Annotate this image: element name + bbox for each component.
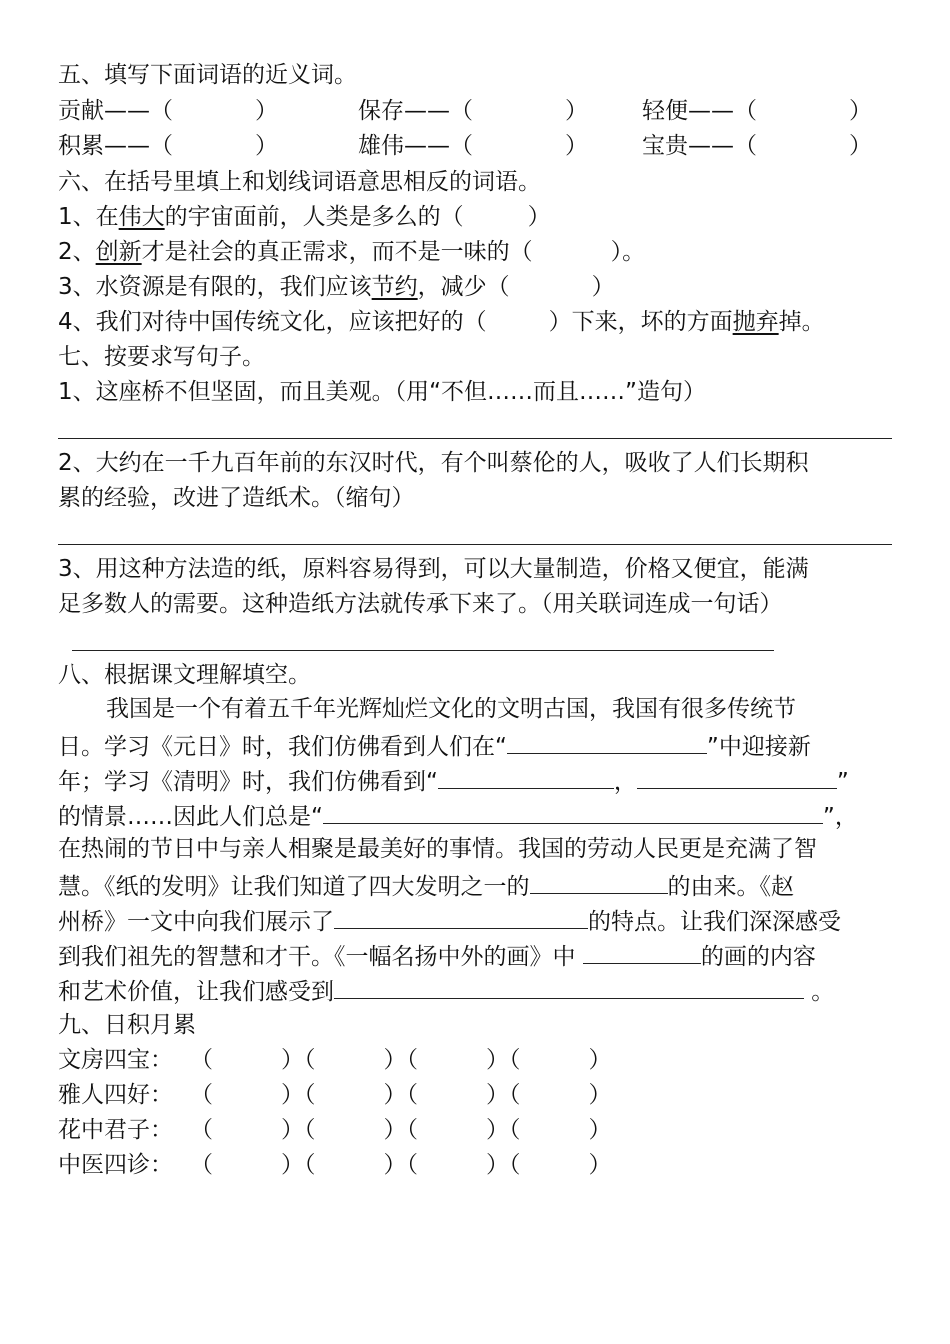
answer-line[interactable] [58,544,892,545]
synonym-item: 积累——（ ） [58,133,278,159]
sentence-task-3-line2: 足多数人的需要。这种造纸方法就传承下来了。（用关联词连成一句话） [58,591,783,617]
paren-group[interactable]: （ ）（ ）（ ）（ ） [190,1152,612,1178]
antonym-question-1: 1、在伟大的宇宙面前，人类是多么的（ ） [58,204,551,230]
section-7-heading: 七、按要求写句子。 [58,344,265,370]
idiom-row: 雅人四好： [58,1082,173,1108]
antonym-question-3: 3、水资源是有限的，我们应该节约，减少（ ） [58,274,615,300]
passage-line-8: 到我们祖先的智慧和才干。《一幅名扬中外的画》中 的画的内容 [58,939,816,971]
paren-group[interactable]: （ ）（ ）（ ）（ ） [190,1082,612,1108]
fill-blank[interactable] [334,904,588,929]
fill-blank[interactable] [583,939,701,964]
passage-line-4: 的情景……因此人们总是“ ”， [58,799,858,831]
idiom-row: 中医四诊： [58,1152,173,1178]
passage-line-7: 州桥》一文中向我们展示了 的特点。让我们深深感受 [58,904,841,936]
fill-blank[interactable] [438,764,614,789]
fill-blank[interactable] [507,729,707,754]
sentence-task-2-line1: 2、大约在一千九百年前的东汉时代，有个叫蔡伦的人，吸收了人们长期积 [58,450,809,476]
passage-line-2: 日。学习《元日》时，我们仿佛看到人们在“ ”中迎接新 [58,729,811,761]
answer-line[interactable] [58,438,892,439]
fill-blank[interactable] [334,974,804,999]
underlined-word: 节约 [371,274,418,300]
underlined-word: 创新 [95,239,142,265]
fill-blank[interactable] [530,869,668,894]
passage-line-5: 在热闹的节日中与亲人相聚是最美好的事情。我国的劳动人民更是充满了智 [58,836,817,862]
idiom-row: 文房四宝： [58,1047,173,1073]
sentence-task-1: 1、这座桥不但坚固，而且美观。（用“不但……而且……”造句） [58,379,706,405]
synonym-item: 贡献——（ ） [58,98,278,124]
section-9-heading: 九、日积月累 [58,1012,196,1038]
fill-blank[interactable] [323,799,823,824]
underlined-word: 抛弃 [732,309,779,335]
fill-blank[interactable] [637,764,837,789]
section-5-heading: 五、填写下面词语的近义词。 [58,62,357,88]
antonym-question-2: 2、创新才是社会的真正需求，而不是一味的（ ）。 [58,239,646,265]
passage-line-6: 慧。《纸的发明》让我们知道了四大发明之一的 的由来。《赵 [58,869,794,901]
idiom-row: 花中君子： [58,1117,173,1143]
paren-group[interactable]: （ ）（ ）（ ）（ ） [190,1047,612,1073]
paren-group[interactable]: （ ）（ ）（ ）（ ） [190,1117,612,1143]
passage-line-1: 我国是一个有着五千年光辉灿烂文化的文明古国，我国有很多传统节 [106,696,796,722]
passage-line-3: 年；学习《清明》时，我们仿佛看到“ ， ” [58,764,849,796]
synonym-item: 宝贵——（ ） [642,133,872,159]
synonym-item: 雄伟——（ ） [358,133,588,159]
synonym-item: 保存——（ ） [358,98,588,124]
section-8-heading: 八、根据课文理解填空。 [58,662,311,688]
underlined-word: 伟大 [118,204,165,230]
answer-line[interactable] [72,650,774,651]
passage-line-9: 和艺术价值，让我们感受到 。 [58,974,834,1006]
section-6-heading: 六、在括号里填上和划线词语意思相反的词语。 [58,169,541,195]
antonym-question-4: 4、我们对待中国传统文化，应该把好的（ ）下来，坏的方面抛弃掉。 [58,309,825,335]
sentence-task-2-line2: 累的经验，改进了造纸术。（缩句） [58,485,415,511]
sentence-task-3-line1: 3、用这种方法造的纸，原料容易得到，可以大量制造，价格又便宜，能满 [58,556,809,582]
synonym-item: 轻便——（ ） [642,98,872,124]
